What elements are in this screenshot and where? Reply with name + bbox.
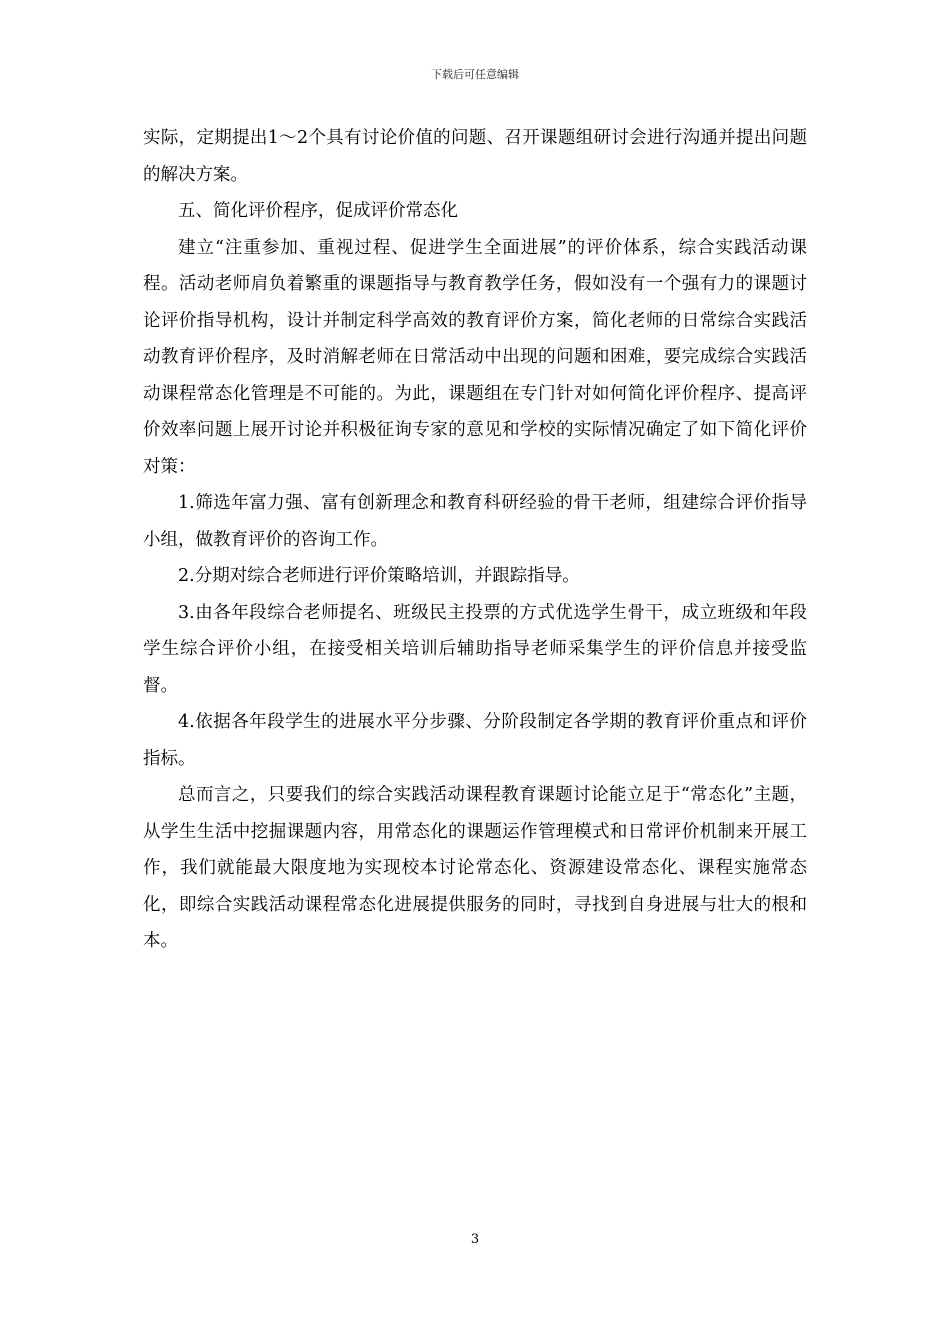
page-number: 3 [470, 1232, 480, 1247]
list-item: 4.依据各年段学生的进展水平分步骤、分阶段制定各学期的教育评价重点和评价指标。 [143, 712, 807, 769]
document-body [143, 120, 807, 960]
paragraph: 建立“注重参加、重视过程、促进学生全面进展”的评价体系，综合实践活动课程。活动老师肩负着繁重的课题指导与教育教学任务，假如没有一个强有力的课题讨论评价指导机构，设计并制定科学高效的教育评价方案，简化老师的日常综合实践活动教育评价程序，及时消解老师在日常活动中出现的问题和困难，要完成综合实践活动课程常态化管理是不可能的。为此，课题组在专门针对如何简化评价程序、提高评价效率问题上展开讨论并积极征询专家的意见和学校的实际情况确定了如下简化评价对策： [143, 237, 807, 477]
paragraph-conclusion: 总而言之，只要我们的综合实践活动课程教育课题讨论能立足于“常态化”主题，从学生生活中挖掘课题内容，用常态化的课题运作管理模式和日常评价机制来开展工作，我们就能最大限度地为实现校本讨论常态化、资源建设常态化、课程实施常态化，即综合实践活动课程常态化进展提供服务的同时，寻找到自身进展与壮大的根和本。 [143, 785, 807, 951]
list-item: 2.分期对综合老师进行评价策略培训，并跟踪指导。 [178, 566, 580, 586]
header-note: 下载后可任意编辑 [431, 68, 519, 81]
list-item: 3.由各年段综合老师提名、班级民主投票的方式优选学生骨干，成立班级和年段学生综合评价小组，在接受相关培训后辅助指导老师采集学生的评价信息并接受监督。 [143, 602, 807, 696]
list-item: 1.筛选年富力强、富有创新理念和教育科研经验的骨干老师，组建综合评价指导小组，做教育评价的咨询工作。 [143, 493, 807, 550]
section-heading: 五、简化评价程序，促成评价常态化 [178, 201, 458, 221]
paragraph-continuation: 实际，定期提出1～2个具有讨论价值的问题、召开课题组研讨会进行沟通并提出问题的解决方案。 [143, 128, 807, 185]
